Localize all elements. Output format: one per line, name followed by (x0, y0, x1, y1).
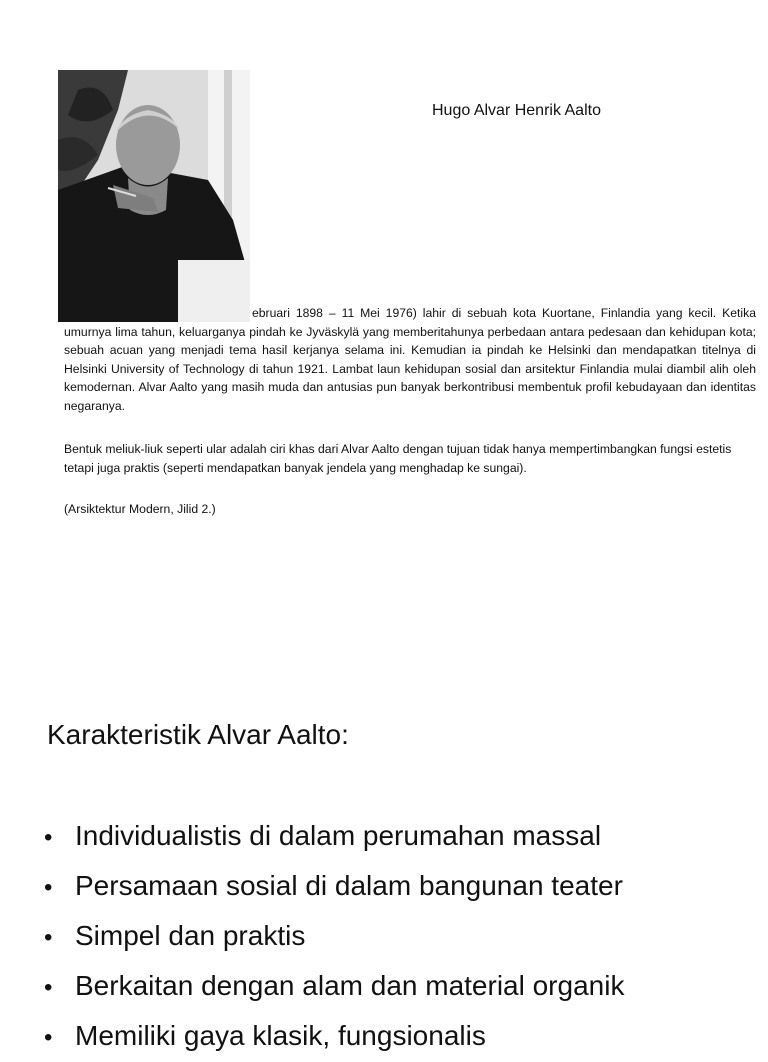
bullet-icon: • (44, 874, 53, 901)
list-item-text: Memiliki gaya klasik, fungsionalis (75, 1020, 486, 1051)
list-item-text: Persamaan sosial di dalam bangunan teater (75, 870, 623, 901)
bullet-icon: • (44, 1024, 53, 1051)
list-item (44, 912, 624, 962)
list-item-text: Simpel dan praktis (75, 920, 306, 951)
portrait-illustration (58, 70, 250, 322)
list-item (44, 812, 624, 862)
bullet-icon: • (44, 824, 53, 851)
characteristics-list (44, 812, 624, 1062)
portrait-photo (58, 70, 250, 322)
page-title: Hugo Alvar Henrik Aalto (432, 102, 601, 119)
bullet-icon: • (44, 974, 53, 1001)
list-item (44, 862, 624, 912)
shape-paragraph: Bentuk meliuk-liuk seperti ular adalah ciri khas dari Alvar Aalto dengan tujuan tidak hanya mempertimbangkan fungsi estetis tetapi juga praktis (seperti mendapatkan banyak jendela yang menghadap ke sungai). (64, 442, 732, 475)
bio-rest: Ketika umurnya lima tahun, keluarganya pindah ke Jyväskylä yang memberitahunya perbedaan antara pedesaan dan kehidupan kota; sebuah acuan yang menjadi tema hasil kerjanya selama ini. Kemudian ia pindah ke Helsinki dan mendapatkan titelnya di Helsinki University of Technology di tahun 1921. Lambat laun kehidupan sosial dan arsitektur Finlandia mulai diambil alih oleh kemodernan. Alvar Aalto yang masih muda dan antusias pun banyak berkontribusi membentuk profil kebudayaan dan identitas negaranya. (64, 306, 756, 413)
list-item-text: Berkaitan dengan alam dan material organik (75, 970, 625, 1001)
reference-text: (Arsiktektur Modern, Jilid 2.) (64, 502, 216, 516)
list-item (44, 1012, 624, 1062)
bio-paragraph (64, 304, 756, 416)
list-item (44, 962, 624, 1012)
bullet-icon: • (44, 924, 53, 951)
bio-first-line: ebruari 1898 – 11 Mei 1976) lahir di sebuah kota Kuortane, Finlandia yang kecil. (252, 306, 717, 320)
list-item-text: Individualistis di dalam perumahan massal (75, 820, 602, 851)
characteristics-heading: Karakteristik Alvar Aalto: (47, 719, 349, 750)
